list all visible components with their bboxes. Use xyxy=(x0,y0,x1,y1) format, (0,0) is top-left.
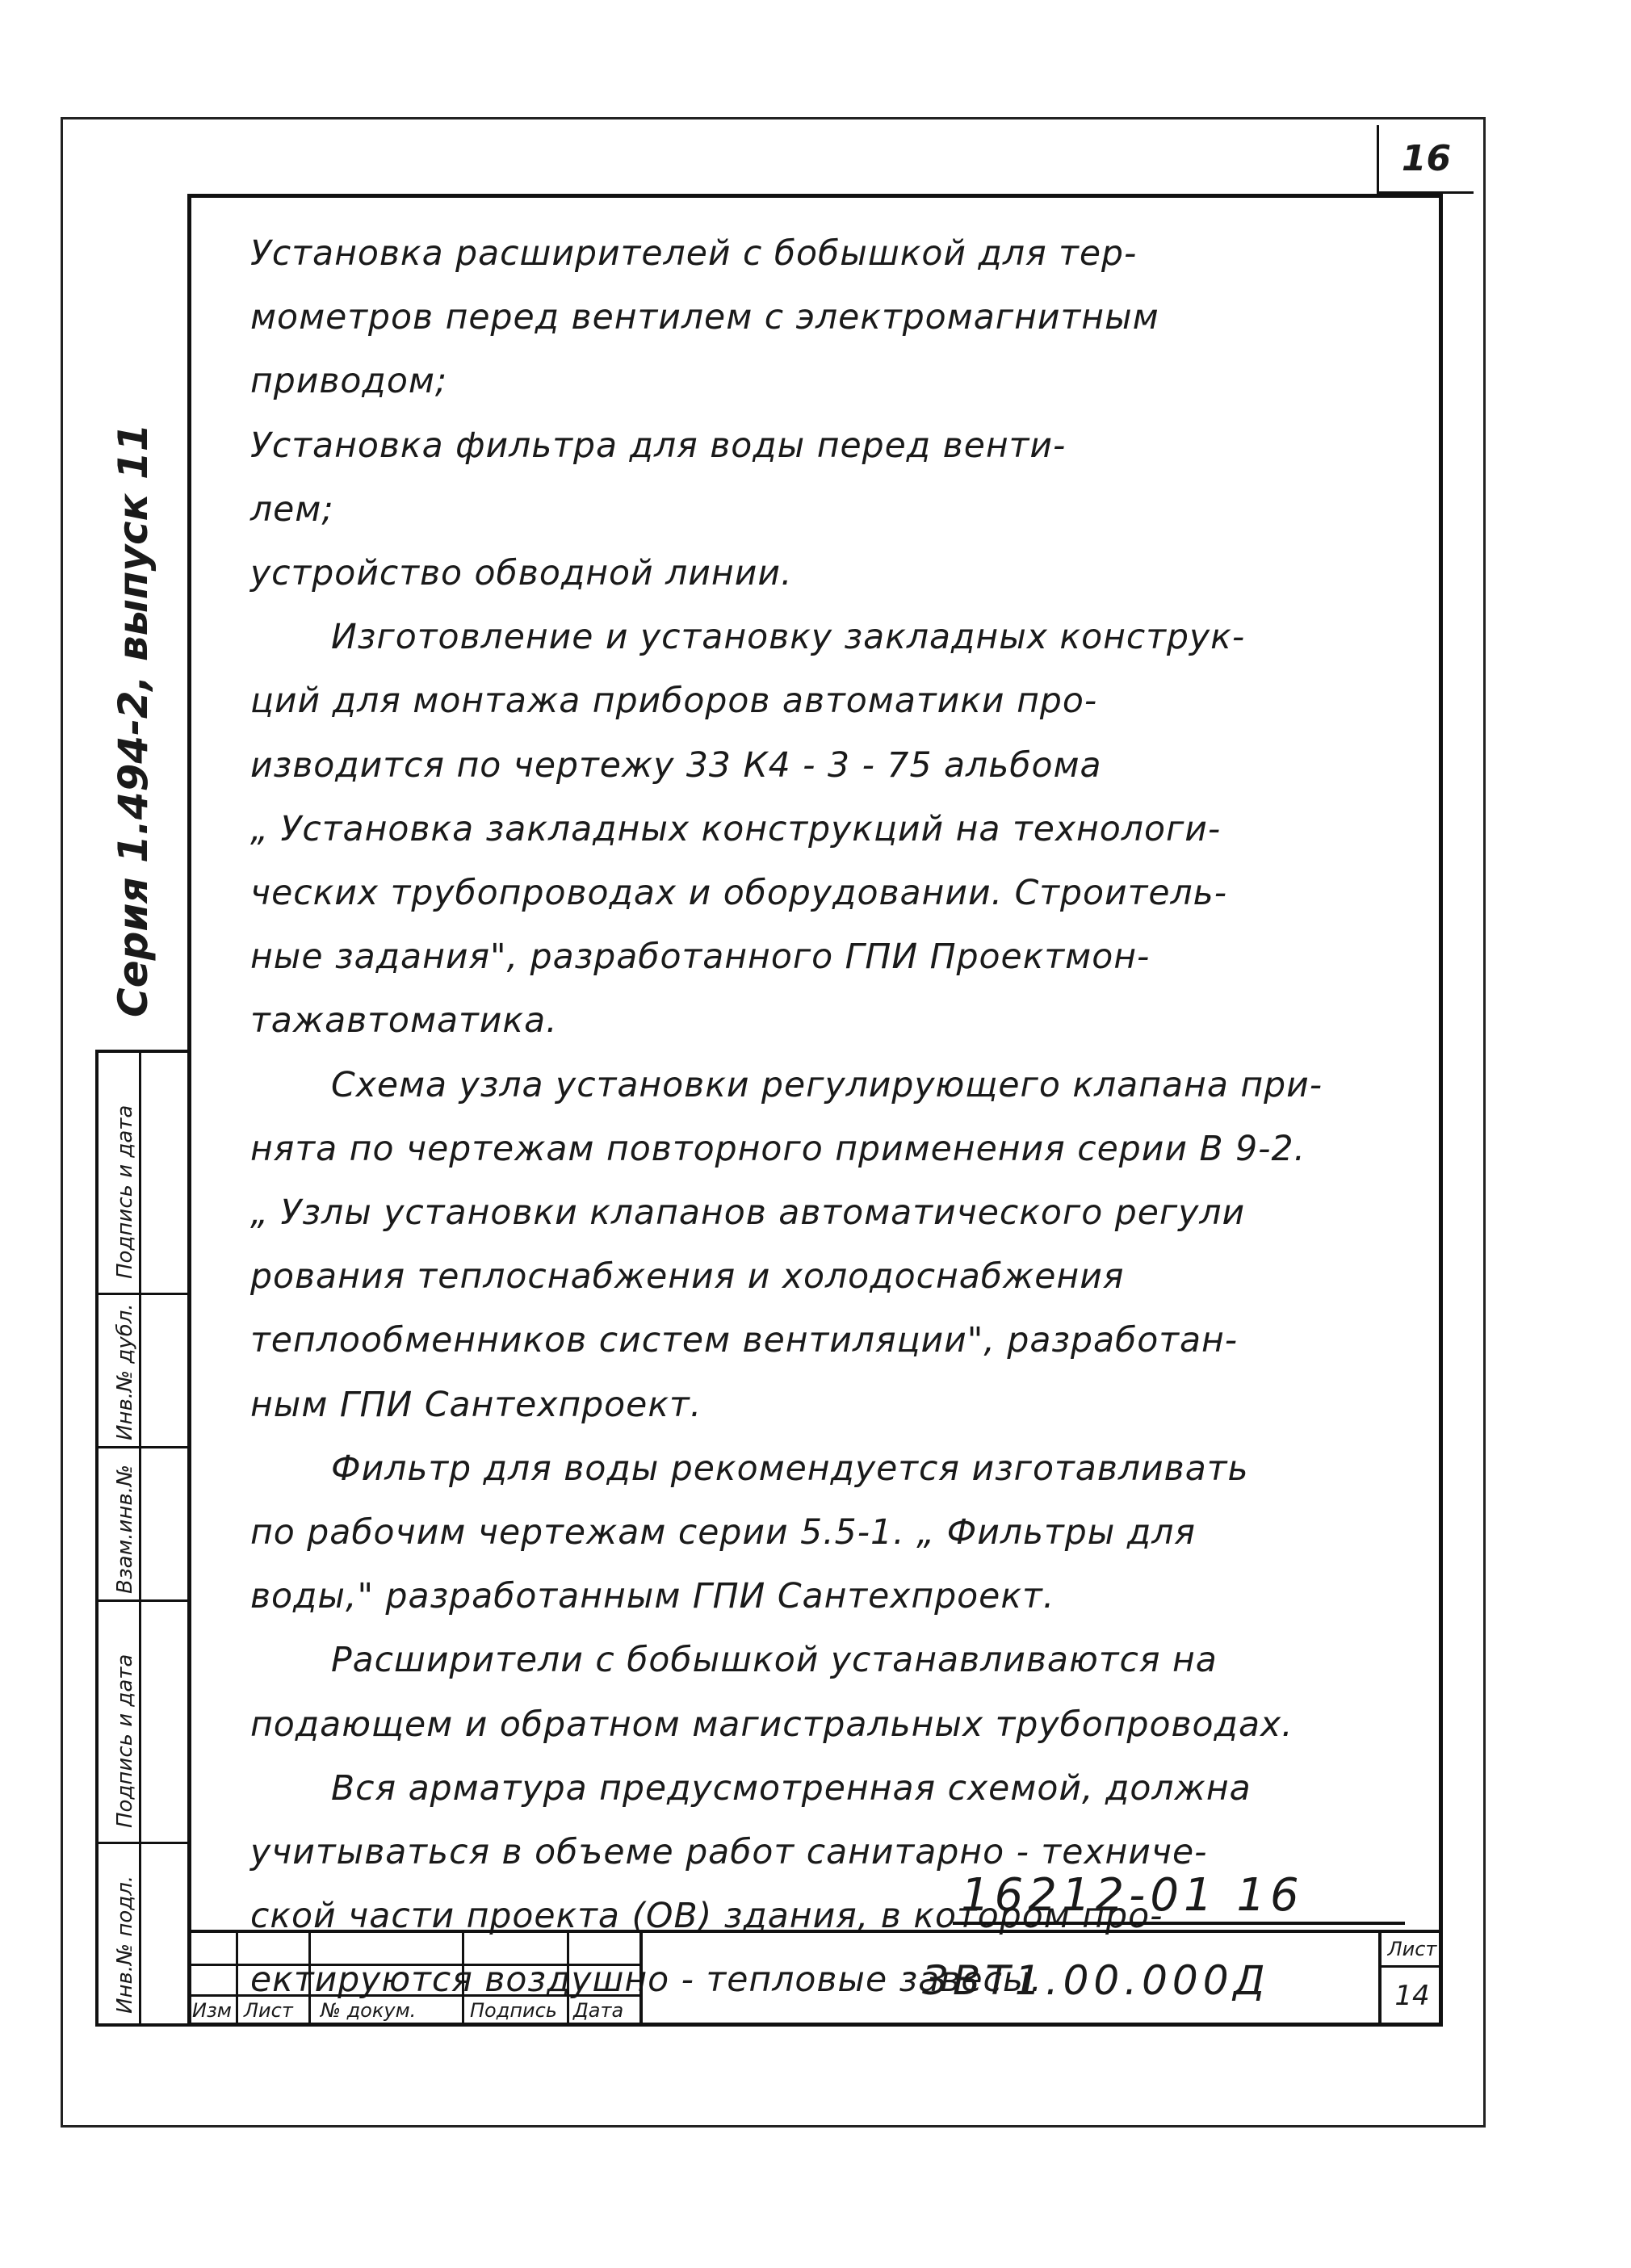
sheet-number: 14 xyxy=(1394,1980,1430,2012)
body-line: тажавтоматика. xyxy=(250,1001,558,1042)
margin-cell-replace-inv xyxy=(99,1448,189,1602)
body-line: теплообменников систем вентиляции", разработан- xyxy=(250,1321,1239,1361)
body-line: Схема узла установки регулирующего клапана при- xyxy=(331,1065,1323,1105)
body-line: мометров перед вентилем с электромагнитным xyxy=(250,298,1159,338)
body-line: „ Установка закладных конструкций на технологи- xyxy=(250,809,1222,849)
body-line: Фильтр для воды рекомендуется изготавливать xyxy=(331,1448,1249,1489)
tb-header-sheet: Лист xyxy=(244,1999,293,2022)
tb-header-change: Изм xyxy=(192,1999,232,2022)
tb-header-doc-number: № докум. xyxy=(321,1999,417,2022)
body-line: Установка расширителей с бобышкой для тер- xyxy=(250,234,1138,274)
margin-label: Инв.№ подл. xyxy=(113,1875,137,2014)
margin-cell-duplicate-inv xyxy=(99,1295,189,1448)
body-line: подающем и обратном магистральных трубопроводах. xyxy=(250,1704,1293,1745)
margin-label: Подпись и дата xyxy=(113,1105,137,1279)
sheet-label: Лист xyxy=(1382,1933,1443,1968)
drawing-reference: 16212-01 16 xyxy=(961,1869,1304,1922)
page-corner-number: 16 xyxy=(1377,125,1474,194)
margin-label: Взам.инв.№ xyxy=(113,1465,137,1594)
sheet-box xyxy=(1378,1933,1443,2027)
body-text xyxy=(250,222,1421,2013)
body-line: ным ГПИ Сантехпроект. xyxy=(250,1385,702,1425)
margin-label: Инв.№ дубл. xyxy=(113,1303,137,1440)
body-line: Расширители с бобышкой устанавливаются на xyxy=(331,1641,1218,1681)
margin-stamp-table xyxy=(95,1050,189,2027)
body-line: воды," разработанным ГПИ Сантехпроект. xyxy=(250,1577,1055,1617)
margin-cell-signature-date-2 xyxy=(99,1602,189,1844)
title-block-grid xyxy=(187,1933,639,2027)
body-line: нята по чертежам повторного применения серии В 9-2. xyxy=(250,1129,1306,1169)
margin-cell-signature-date-1 xyxy=(99,1053,189,1295)
tb-divider xyxy=(639,1933,643,2027)
body-line: учитываться в объеме работ санитарно - техниче- xyxy=(250,1833,1208,1873)
drawing-reference-underline xyxy=(953,1922,1405,1925)
body-line: приводом; xyxy=(250,362,448,402)
series-title: Серия 1.494-2, выпуск 11 xyxy=(110,423,157,1017)
body-line: изводится по чертежу 33 К4 - 3 - 75 альбома xyxy=(250,745,1102,786)
tb-header-date: Дата xyxy=(573,1999,624,2022)
body-line: Вся арматура предусмотренная схемой, должна xyxy=(331,1768,1252,1809)
body-line: лем; xyxy=(250,489,334,530)
tb-col-line xyxy=(462,1933,464,2027)
tb-col-line xyxy=(236,1933,238,2027)
body-line: ской части проекта (ОВ) здания, в котором про- xyxy=(250,1897,1164,1937)
body-line: „ Узлы установки клапанов автоматического регули xyxy=(250,1193,1246,1234)
body-line: Установка фильтра для воды перед венти- xyxy=(250,426,1067,466)
body-line: по рабочим чертежам серии 5.5-1. „ Фильтры для xyxy=(250,1513,1196,1553)
tb-col-line xyxy=(308,1933,311,2027)
body-line: ческих трубопроводах и оборудовании. Строитель- xyxy=(250,874,1228,914)
document-code: ЗВТ1.00.000Д xyxy=(922,1957,1270,2004)
body-line: Изготовление и установку закладных конструк- xyxy=(331,618,1246,658)
body-line: устройство обводной линии. xyxy=(250,554,793,594)
body-line: ций для монтажа приборов автоматики про- xyxy=(250,681,1098,722)
tb-row-line xyxy=(187,1994,639,1997)
body-line: ектируются воздушно - тепловые завесы. xyxy=(250,1960,1042,2001)
tb-col-line xyxy=(567,1933,569,2027)
tb-row-line xyxy=(187,1964,639,1966)
body-line: ные задания", разработанного ГПИ Проектмон- xyxy=(250,937,1151,978)
margin-cell-original-inv xyxy=(99,1844,189,2023)
body-line: рования теплоснабжения и холодоснабжения xyxy=(250,1257,1125,1297)
title-block xyxy=(187,1930,1443,2027)
tb-header-signature: Подпись xyxy=(470,1999,557,2022)
margin-label: Подпись и дата xyxy=(113,1654,137,1828)
